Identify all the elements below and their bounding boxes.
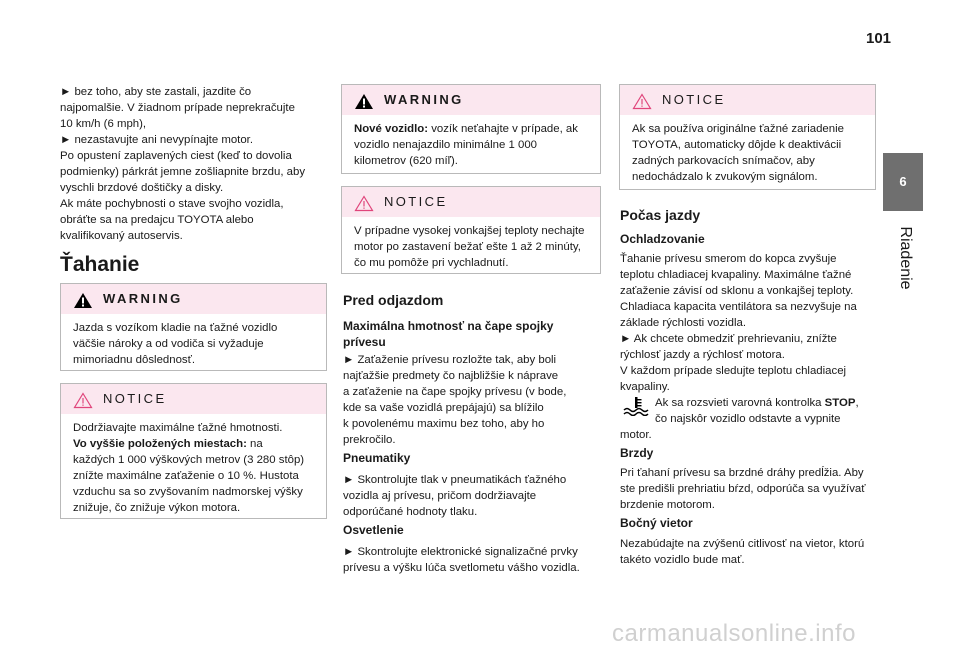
text-line: nedochádzalo k zvukovým signálom.	[632, 171, 818, 183]
topic-heading: Pneumatiky	[343, 451, 411, 465]
text-line: ► Skontrolujte elektronické signalizačné prvky	[343, 546, 578, 558]
text-line: V prípadne vysokej vonkajšej teploty nechajte	[354, 225, 585, 237]
text-line: k povolenému maximu bez toho, aby ho	[343, 418, 545, 430]
warning-header	[342, 85, 600, 115]
paragraph	[343, 544, 603, 576]
text-line: V každom prípade sledujte teplotu chladiacej	[620, 365, 847, 377]
intro-text	[60, 84, 330, 244]
warning-triangle-icon	[73, 292, 93, 309]
heading-line: prívesu	[343, 335, 386, 349]
text-line: čo najskôr vozidlo odstavte a vypnite	[655, 413, 841, 425]
paragraph	[620, 251, 878, 395]
notice-title: NOTICE	[662, 92, 726, 107]
notice-header	[342, 187, 600, 217]
text-line: odporúčané hodnoty tlaku.	[343, 506, 478, 518]
paragraph	[620, 465, 878, 513]
bold-text: Vo vyššie položených miestach:	[73, 438, 247, 450]
text-line: rýchlosť jazdy a rýchlosť motora.	[620, 349, 785, 361]
text-line: zadných parkovacích snímačov, aby	[632, 155, 815, 167]
text-line: väčšie nároky a od vodiča si vyžaduje	[73, 338, 264, 350]
notice-box	[619, 84, 876, 190]
text-line: prívesu a výšku lúča svetlometu vášho vozidla.	[343, 562, 580, 574]
text-line: Jazda s vozíkom kladie na ťažné vozidlo	[73, 322, 278, 334]
text-line: teplotu chladiacej kvapaliny. Maximálne ťažné	[620, 269, 852, 281]
warning-triangle-icon	[354, 93, 374, 110]
notice-title: NOTICE	[384, 194, 448, 209]
text-line: mimoriadnu dôslednosť.	[73, 354, 196, 366]
text-line: kde sa vaše vozidlá prepájajú) sa blížilo	[343, 402, 544, 414]
text-line: zaťaženie závisí od sklonu a vonkajšej teploty.	[620, 285, 854, 297]
heading-line: Maximálna hmotnosť na čape spojky	[343, 319, 554, 333]
text-run: ,	[855, 397, 859, 409]
text-line: TOYOTA, automaticky dôjde k deaktivácii	[632, 139, 842, 151]
warning-body	[61, 314, 326, 376]
text-line: 10 km/h (6 mph),	[60, 118, 147, 130]
text-line: vozidla aj prívesu, pričom dodržiavajte	[343, 490, 537, 502]
text-line: kilometrov (620 míľ).	[354, 155, 458, 167]
warning-title: WARNING	[384, 92, 464, 107]
text-line: každých 1 000 výškových metrov (3 280 stôp)	[73, 454, 305, 466]
topic-heading: Bočný vietor	[620, 516, 693, 530]
text-line: čo mu pomôže pri vychladnutí.	[354, 257, 509, 269]
text-line	[655, 395, 880, 411]
text-line: obráťte sa na predajcu TOYOTA alebo	[60, 214, 254, 226]
text-line: vzduchu sa so zvyšovaním nadmorskej výšky	[73, 486, 303, 498]
bold-text: Nové vozidlo:	[354, 123, 429, 135]
text-line: ► Zaťaženie prívesu rozložte tak, aby boli	[343, 354, 557, 366]
topic-heading: Ochladzovanie	[620, 232, 705, 246]
paragraph	[343, 472, 598, 520]
text-line: ► Skontrolujte tlak v pneumatikách ťažného	[343, 474, 567, 486]
text-line: ► Ak chcete obmedziť prehrievaniu, znížte	[620, 333, 837, 345]
text-line: Dodržiavajte maximálne ťažné hmotnosti.	[73, 422, 283, 434]
text-line	[354, 121, 588, 137]
text-line: znižuje, čo znižuje výkon motora.	[73, 502, 241, 514]
paragraph	[343, 352, 598, 448]
paragraph	[620, 427, 875, 443]
text-line: prekročilo.	[343, 434, 396, 446]
text-line: Nezabúdajte na zvýšenú citlivosť na vietor, ktorú	[620, 538, 865, 550]
chapter-label-text: Riadenie	[897, 226, 914, 290]
text-line: Po opustení zaplavených ciest (keď to dovolia	[60, 150, 292, 162]
chapter-label	[875, 218, 935, 298]
text-line: takéto vozidlo bude mať.	[620, 554, 745, 566]
text-line: Pri ťahaní prívesu sa brzdné dráhy predĺžia. Aby	[620, 467, 864, 479]
notice-triangle-icon	[73, 392, 93, 409]
text-line: podmienky) párkrát jemne zošliapnite brzdu, aby	[60, 166, 306, 178]
topic-heading: Osvetlenie	[343, 523, 404, 537]
text-line: Chladiaca kapacita ventilátora sa nezvyšuje na	[620, 301, 857, 313]
text-line: Ak máte pochybnosti o stave svojho vozidla,	[60, 198, 284, 210]
coolant-temperature-icon	[622, 396, 652, 416]
text-line: znížte maximálne zaťaženie o 10 %. Hustota	[73, 470, 299, 482]
warning-body	[342, 115, 600, 177]
text-line: najpomalšie. V žiadnom prípade neprekračujte	[60, 102, 295, 114]
section-title: Ťahanie	[60, 253, 140, 276]
notice-header	[620, 85, 875, 115]
text-line: motor.	[620, 429, 652, 441]
topic-heading	[343, 318, 553, 350]
text-line: ► nezastavujte ani nevypínajte motor.	[60, 134, 254, 146]
notice-title: NOTICE	[103, 391, 167, 406]
watermark: carmanualsonline.info	[612, 620, 856, 647]
bold-text: STOP	[824, 397, 856, 409]
warning-title: WARNING	[103, 291, 183, 306]
notice-triangle-icon	[632, 93, 652, 110]
notice-box	[341, 186, 601, 274]
text-line: Ak sa používa originálne ťažné zariadenie	[632, 123, 844, 135]
text-line: ste predišli prehriatiu bŕzd, odporúča sa využívať	[620, 483, 866, 495]
notice-body	[620, 115, 875, 193]
subsection-heading: Pred odjazdom	[343, 292, 444, 308]
text-line: ► bez toho, aby ste zastali, jazdite čo	[60, 86, 252, 98]
subsection-heading: Počas jazdy	[620, 207, 701, 223]
text-line: motor po zastavení bežať ešte 1 až 2 minúty,	[354, 241, 581, 253]
warning-box	[341, 84, 601, 174]
topic-heading: Brzdy	[620, 446, 654, 460]
notice-body	[342, 217, 600, 279]
icon-paragraph	[655, 395, 880, 427]
notice-triangle-icon	[354, 195, 374, 212]
text-line: vyschli brzdové doštičky a disky.	[60, 182, 224, 194]
notice-header	[61, 384, 326, 414]
chapter-tab[interactable]: 6	[883, 153, 923, 211]
text-line: kvalifikovaný autoservis.	[60, 230, 183, 242]
text-line	[73, 436, 314, 452]
text-run: vozík neťahajte v prípade, ak	[428, 123, 578, 135]
warning-box	[60, 283, 327, 371]
text-line: vozidlo nenajazdilo minimálne 1 000	[354, 139, 537, 151]
text-line: najťažšie predmety čo najbližšie k náprave	[343, 370, 559, 382]
notice-box	[60, 383, 327, 519]
text-line: brzdenie motorom.	[620, 499, 715, 511]
page-number: 101	[866, 30, 892, 47]
text-line: a zaťaženie na čape spojky prívesu (v bode,	[343, 386, 567, 398]
text-run: Ak sa rozsvieti varovná kontrolka	[655, 397, 825, 409]
text-run: na	[246, 438, 263, 450]
notice-body	[61, 414, 326, 524]
warning-header	[61, 284, 326, 314]
paragraph	[620, 536, 878, 568]
text-line: kvapaliny.	[620, 381, 670, 393]
text-line: základe rýchlosti vozidla.	[620, 317, 746, 329]
text-line: Ťahanie prívesu smerom do kopca zvyšuje	[620, 253, 837, 265]
